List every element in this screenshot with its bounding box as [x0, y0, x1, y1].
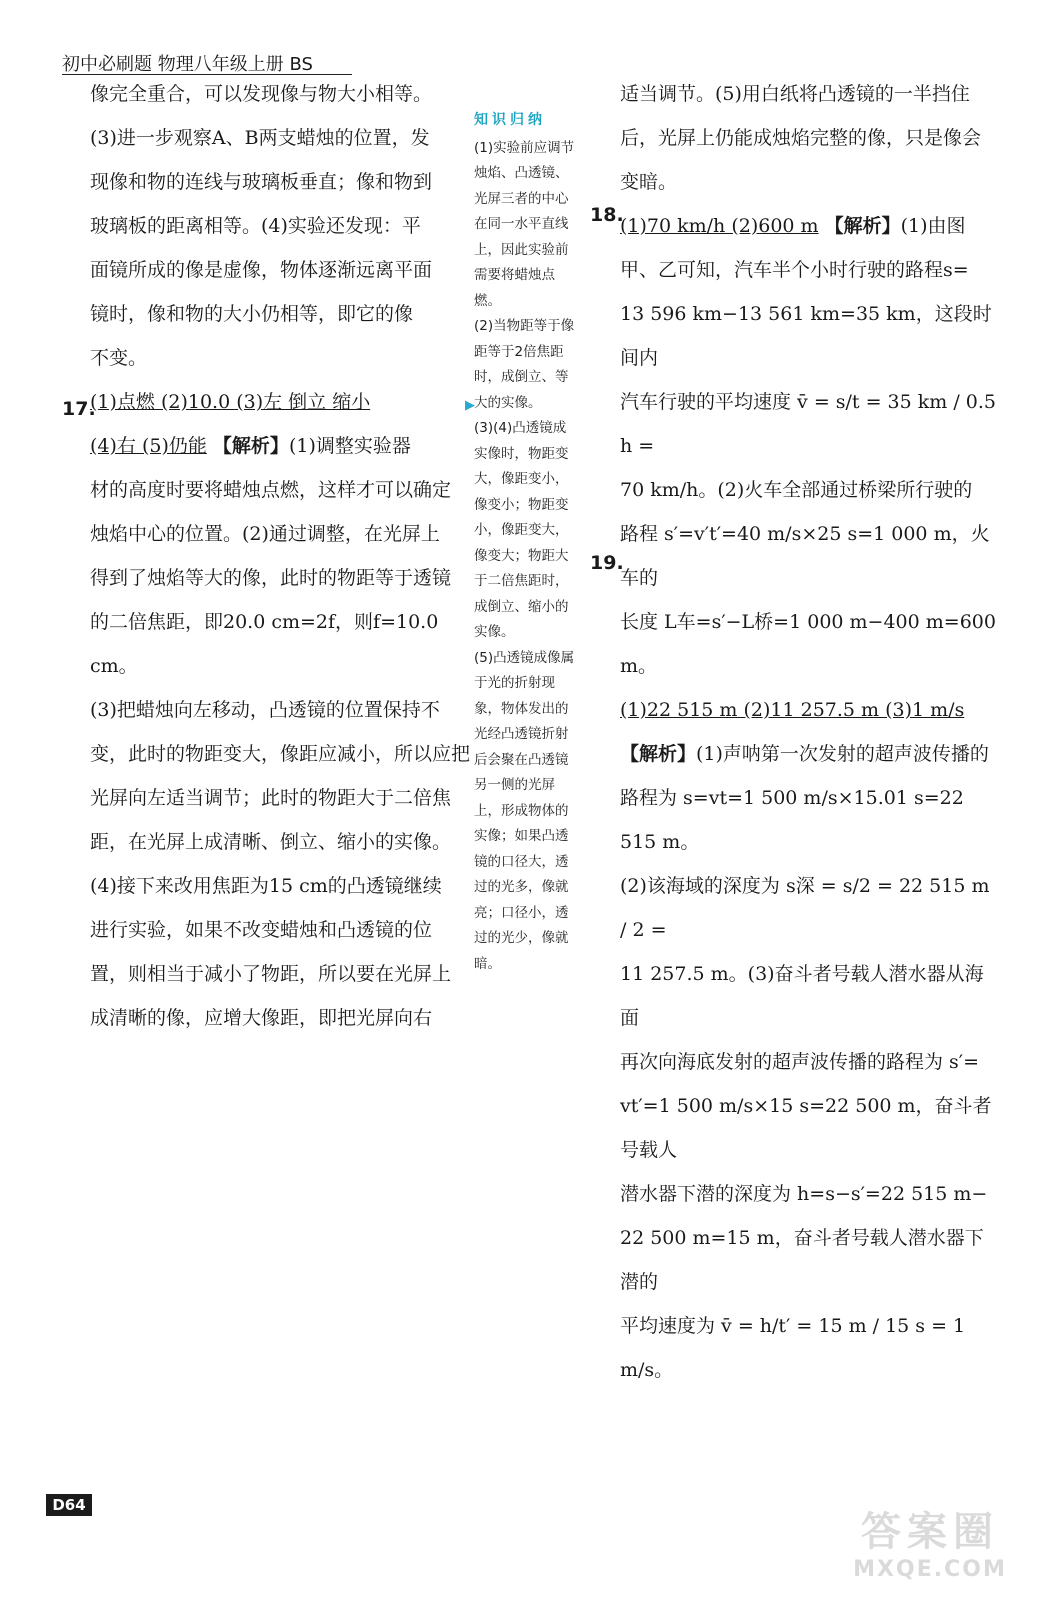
pointer-arrow-icon: ▶	[465, 398, 475, 413]
watermark-logo	[840, 1500, 1020, 1582]
q17-answer-line2: (4)右 (5)仍能	[90, 435, 207, 457]
running-header: 初中必刷题 物理八年级上册 BS	[62, 54, 313, 75]
text-line: 成清晰的像，应增大像距，即把光屏向右	[90, 1007, 433, 1029]
text-line: 70 km/h。(2)火车全部通过桥梁所行驶的	[620, 479, 973, 501]
text-line: (4)接下来改用焦距为15 cm的凸透镜继续	[90, 875, 442, 897]
text-line: 玻璃板的距离相等。(4)实验还发现：平	[90, 215, 421, 237]
q19-answer-line: (1)22 515 m (2)11 257.5 m (3)1 m/s	[620, 699, 965, 721]
text-line: 的二倍焦距，即20.0 cm=2f，则f=10.0 cm。	[90, 611, 439, 677]
text-line: 不变。	[90, 347, 148, 369]
text-line: 11 257.5 m。(3)奋斗者号载人潜水器从海面	[620, 963, 984, 1029]
analysis-tag: 【解析】	[620, 743, 697, 765]
text-line: 变暗。	[620, 171, 678, 193]
text-line: 像完全重合，可以发现像与物大小相等。	[90, 83, 433, 105]
watermark-text: 答案圈	[861, 1509, 999, 1555]
q18-answers	[620, 204, 1000, 248]
text-line: 22 500 m=15 m，奋斗者号载人潜水器下潜的	[620, 1227, 984, 1293]
q19-answers	[620, 688, 1000, 732]
q17-answer-line1: (1)点燃 (2)10.0 (3)左 倒立 缩小	[90, 391, 371, 413]
text-line: 长度 L车=s′−L桥=1 000 m−400 m=600 m。	[620, 611, 996, 677]
page-number-badge: D64	[46, 1494, 92, 1516]
q17-answers	[90, 380, 470, 424]
q17-answers-2	[90, 424, 470, 468]
text-line: 光屏向左适当调节；此时的物距大于二倍焦	[90, 787, 452, 809]
text-line: (1)由图	[900, 215, 966, 237]
watermark-url: MXQE.COM	[853, 1557, 1007, 1582]
text-line: 材的高度时要将蜡烛点燃，这样才可以确定	[90, 479, 452, 501]
text-line: 后，光屏上仍能成烛焰完整的像，只是像会	[620, 127, 982, 149]
text-line: 13 596 km−13 561 km=35 km，这段时间内	[620, 303, 992, 369]
text-line: 进行实验，如果不改变蜡烛和凸透镜的位	[90, 919, 433, 941]
q19-analysis-first	[620, 732, 1000, 776]
sidebar-title: 知识归纳	[474, 112, 546, 128]
q18-answer-line: (1)70 km/h (2)600 m	[620, 215, 819, 237]
sidebar-paragraph: (5)凸透镜成像属于光的折射现象，物体发出的光经凸透镜折射后会聚在凸透镜另一侧的光屏上，形成物体的实像；如果凸透镜的口径大，透过的光多，像就亮；口径小，透过的光少，像就暗。	[474, 649, 575, 972]
text-line: (3)进一步观察A、B两支蜡烛的位置，发	[90, 127, 430, 149]
text-line: 甲、乙可知，汽车半个小时行驶的路程s=	[620, 259, 969, 281]
sidebar-paragraph: (3)(4)凸透镜成实像时，物距变大，像距变小，像变小；物距变小，像距变大，像变大；物距大于二倍焦距时，成倒立、缩小的实像。	[474, 420, 569, 640]
sidebar-paragraph: (2)当物距等于像距等于2倍焦距时，成倒立、等大的实像。	[474, 318, 575, 411]
text-line: 现像和物的连线与玻璃板垂直；像和物到	[90, 171, 433, 193]
text-line: 得到了烛焰等大的像，此时的物距等于透镜	[90, 567, 452, 589]
text-line: 距，在光屏上成清晰、倒立、缩小的实像。	[90, 831, 452, 853]
text-line: 变，此时的物距变大，像距应减小，所以应把	[90, 743, 471, 765]
text-line: (1)声呐第一次发射的超声波传播的	[696, 743, 989, 765]
text-line: (3)把蜡烛向左移动，凸透镜的位置保持不	[90, 699, 440, 721]
text-line: 烛焰中心的位置。(2)通过调整，在光屏上	[90, 523, 440, 545]
question-number-17: 17.	[62, 398, 96, 420]
question-number-19: 19.	[590, 552, 624, 574]
text-line: 平均速度为 v̄ = h/t′ = 15 m / 15 s = 1 m/s。	[620, 1315, 966, 1381]
analysis-tag: 【解析】	[824, 215, 901, 237]
analysis-tag: 【解析】	[212, 435, 289, 457]
text-line: 再次向海底发射的超声波传播的路程为 s′=	[620, 1051, 980, 1073]
left-column	[90, 72, 470, 1040]
text-line: 汽车行驶的平均速度 v̄ = s/t = 35 km / 0.5 h =	[620, 391, 997, 457]
text-line: 置，则相当于减小了物距，所以要在光屏上	[90, 963, 452, 985]
right-column	[620, 72, 1000, 1392]
text-line: 面镜所成的像是虚像，物体逐渐远离平面	[90, 259, 433, 281]
question-number-18: 18.	[590, 204, 624, 226]
text-line: (1)调整实验器	[288, 435, 411, 457]
text-line: 潜水器下潜的深度为 h=s−s′=22 515 m−	[620, 1183, 988, 1205]
text-line: 适当调节。(5)用白纸将凸透镜的一半挡住	[620, 83, 970, 105]
text-line: 路程 s′=v′t′=40 m/s×25 s=1 000 m，火车的	[620, 523, 990, 589]
text-line: (2)该海域的深度为 s深 = s/2 = 22 515 m / 2 =	[620, 875, 990, 941]
text-line: 镜时，像和物的大小仍相等，即它的像	[90, 303, 414, 325]
text-line: 路程为 s=vt=1 500 m/s×15.01 s=22 515 m。	[620, 787, 964, 853]
sidebar-paragraph: (1)实验前应调节烛焰、凸透镜、光屏三者的中心在同一水平直线上，因此实验前需要将蜡烛点燃。	[474, 139, 575, 309]
text-line: vt′=1 500 m/s×15 s=22 500 m，奋斗者号载人	[620, 1095, 992, 1161]
knowledge-sidebar	[474, 108, 578, 977]
